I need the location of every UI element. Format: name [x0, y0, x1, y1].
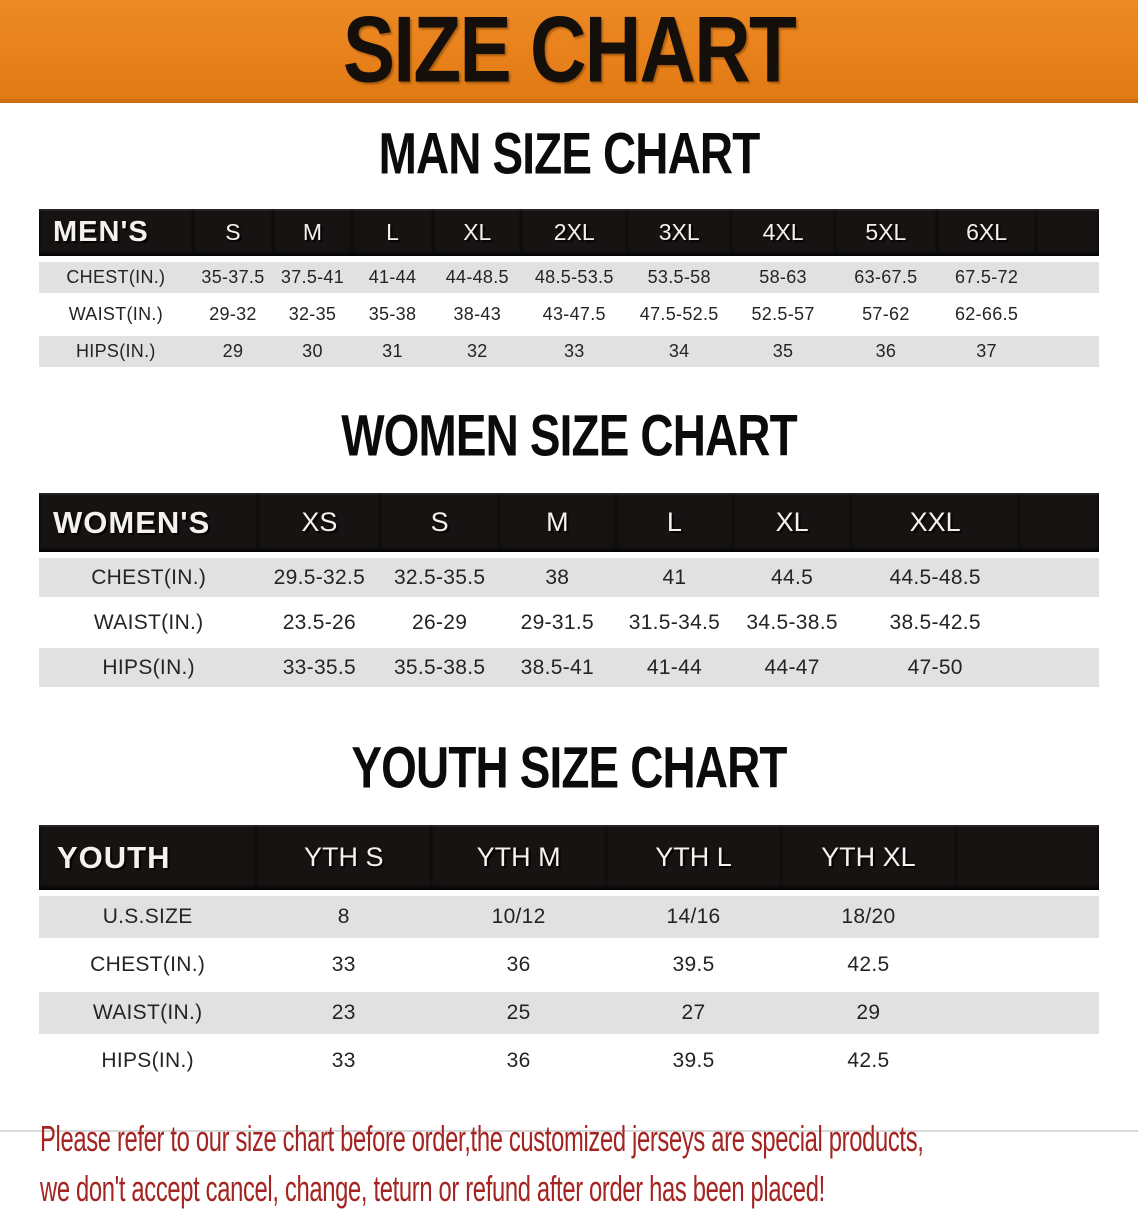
size-value-cell: 39.5 — [606, 1040, 781, 1082]
size-value-cell: 58-63 — [731, 262, 835, 293]
row-label: HIPS(IN.) — [39, 336, 193, 367]
size-value-cell: 30 — [273, 336, 351, 367]
size-value-cell: 33 — [521, 336, 627, 367]
size-value-cell: 43-47.5 — [521, 299, 627, 330]
size-column-header: L — [616, 493, 734, 552]
men-section-heading-text: MAN SIZE CHART — [378, 121, 760, 187]
size-value-cell: 62-66.5 — [937, 299, 1037, 330]
size-column-header: XL — [433, 209, 521, 256]
size-value-cell: 38.5-42.5 — [851, 603, 1020, 642]
size-value-cell: 34 — [627, 336, 731, 367]
size-chart-banner — [0, 0, 1138, 103]
measurement-row — [39, 558, 1099, 597]
size-value-cell: 67.5-72 — [937, 262, 1037, 293]
measurement-row — [39, 896, 1099, 938]
size-column-header: M — [499, 493, 616, 552]
size-value-cell: 29-31.5 — [499, 603, 616, 642]
size-value-cell: 29-32 — [193, 299, 274, 330]
size-column-header: 3XL — [627, 209, 731, 256]
size-value-cell: 44-47 — [733, 648, 851, 687]
size-value-cell: 48.5-53.5 — [521, 262, 627, 293]
size-value-cell: 63-67.5 — [835, 262, 937, 293]
size-column-header: 5XL — [835, 209, 937, 256]
size-column-header: XXL — [851, 493, 1020, 552]
men-section-heading — [0, 103, 1138, 203]
row-spacer — [956, 896, 1099, 938]
size-value-cell: 41 — [616, 558, 734, 597]
size-column-header: L — [352, 209, 434, 256]
table-title-cell: YOUTH — [39, 825, 256, 890]
row-label: WAIST(IN.) — [39, 299, 193, 330]
size-column-header: XL — [733, 493, 851, 552]
header-spacer — [1019, 493, 1099, 552]
size-column-header: YTH M — [431, 825, 606, 890]
size-value-cell: 14/16 — [606, 896, 781, 938]
size-value-cell: 41-44 — [616, 648, 734, 687]
size-value-cell: 57-62 — [835, 299, 937, 330]
disclaimer — [40, 1114, 1138, 1214]
measurement-row — [39, 992, 1099, 1034]
measurement-row — [39, 299, 1099, 330]
row-spacer — [1019, 558, 1099, 597]
row-spacer — [956, 1040, 1099, 1082]
row-label: HIPS(IN.) — [39, 1040, 256, 1082]
size-value-cell: 33-35.5 — [258, 648, 380, 687]
measurement-row — [39, 603, 1099, 642]
mens-size-table — [39, 203, 1099, 373]
size-value-cell: 47.5-52.5 — [627, 299, 731, 330]
size-value-cell: 29 — [193, 336, 274, 367]
row-spacer — [1019, 603, 1099, 642]
size-value-cell: 42.5 — [781, 1040, 956, 1082]
size-value-cell: 39.5 — [606, 944, 781, 986]
row-spacer — [1036, 299, 1099, 330]
size-value-cell: 36 — [431, 1040, 606, 1082]
size-value-cell: 44-48.5 — [433, 262, 521, 293]
row-label: CHEST(IN.) — [39, 262, 193, 293]
size-column-header: YTH XL — [781, 825, 956, 890]
size-value-cell: 37 — [937, 336, 1037, 367]
size-value-cell: 33 — [256, 1040, 431, 1082]
size-value-cell: 42.5 — [781, 944, 956, 986]
size-column-header: 6XL — [937, 209, 1037, 256]
size-column-header: 4XL — [731, 209, 835, 256]
row-spacer — [1036, 336, 1099, 367]
size-value-cell: 10/12 — [431, 896, 606, 938]
size-value-cell: 35.5-38.5 — [380, 648, 499, 687]
size-value-cell: 36 — [835, 336, 937, 367]
row-spacer — [956, 992, 1099, 1034]
size-value-cell: 31.5-34.5 — [616, 603, 734, 642]
youth-size-table — [39, 819, 1099, 1088]
size-value-cell: 47-50 — [851, 648, 1020, 687]
measurement-row — [39, 262, 1099, 293]
size-value-cell: 35-37.5 — [193, 262, 274, 293]
size-value-cell: 18/20 — [781, 896, 956, 938]
size-column-header: M — [273, 209, 351, 256]
size-value-cell: 33 — [256, 944, 431, 986]
measurement-row — [39, 1040, 1099, 1082]
size-value-cell: 38.5-41 — [499, 648, 616, 687]
row-spacer — [1019, 648, 1099, 687]
size-value-cell: 29.5-32.5 — [258, 558, 380, 597]
size-value-cell: 35 — [731, 336, 835, 367]
size-value-cell: 32 — [433, 336, 521, 367]
size-value-cell: 41-44 — [352, 262, 434, 293]
size-header-row — [39, 493, 1099, 552]
disclaimer-line-2: we don't accept cancel, change, teturn or refund after order has been placed! — [40, 1168, 825, 1209]
size-value-cell: 53.5-58 — [627, 262, 731, 293]
women-section-heading-text: WOMEN SIZE CHART — [341, 403, 797, 469]
youth-section-heading — [0, 693, 1138, 819]
table-title-cell: WOMEN'S — [39, 493, 258, 552]
disclaimer-line-1: Please refer to our size chart before order,the customized jerseys are special products, — [40, 1118, 924, 1159]
size-header-row — [39, 209, 1099, 256]
row-label: WAIST(IN.) — [39, 992, 256, 1034]
size-value-cell: 31 — [352, 336, 434, 367]
youth-section-heading-text: YOUTH SIZE CHART — [351, 735, 787, 801]
size-column-header: 2XL — [521, 209, 627, 256]
size-column-header: S — [380, 493, 499, 552]
table-title-cell: MEN'S — [39, 209, 193, 256]
row-label: HIPS(IN.) — [39, 648, 258, 687]
women-section-heading — [0, 373, 1138, 487]
banner-title: SIZE CHART — [342, 0, 796, 102]
row-label: WAIST(IN.) — [39, 603, 258, 642]
size-value-cell: 32-35 — [273, 299, 351, 330]
size-value-cell: 8 — [256, 896, 431, 938]
size-value-cell: 37.5-41 — [273, 262, 351, 293]
size-header-row — [39, 825, 1099, 890]
header-spacer — [956, 825, 1099, 890]
size-value-cell: 44.5-48.5 — [851, 558, 1020, 597]
measurement-row — [39, 648, 1099, 687]
size-value-cell: 23 — [256, 992, 431, 1034]
header-spacer — [1036, 209, 1099, 256]
measurement-row — [39, 336, 1099, 367]
size-column-header: XS — [258, 493, 380, 552]
row-spacer — [1036, 262, 1099, 293]
size-value-cell: 26-29 — [380, 603, 499, 642]
measurement-row — [39, 944, 1099, 986]
row-label: U.S.SIZE — [39, 896, 256, 938]
womens-size-table — [39, 487, 1099, 693]
size-value-cell: 36 — [431, 944, 606, 986]
size-value-cell: 34.5-38.5 — [733, 603, 851, 642]
row-spacer — [956, 944, 1099, 986]
size-column-header: S — [193, 209, 274, 256]
size-value-cell: 35-38 — [352, 299, 434, 330]
size-value-cell: 38 — [499, 558, 616, 597]
row-label: CHEST(IN.) — [39, 558, 258, 597]
size-value-cell: 32.5-35.5 — [380, 558, 499, 597]
size-value-cell: 38-43 — [433, 299, 521, 330]
size-value-cell: 25 — [431, 992, 606, 1034]
row-label: CHEST(IN.) — [39, 944, 256, 986]
size-value-cell: 27 — [606, 992, 781, 1034]
size-value-cell: 52.5-57 — [731, 299, 835, 330]
size-column-header: YTH L — [606, 825, 781, 890]
size-value-cell: 23.5-26 — [258, 603, 380, 642]
size-value-cell: 44.5 — [733, 558, 851, 597]
size-value-cell: 29 — [781, 992, 956, 1034]
size-column-header: YTH S — [256, 825, 431, 890]
